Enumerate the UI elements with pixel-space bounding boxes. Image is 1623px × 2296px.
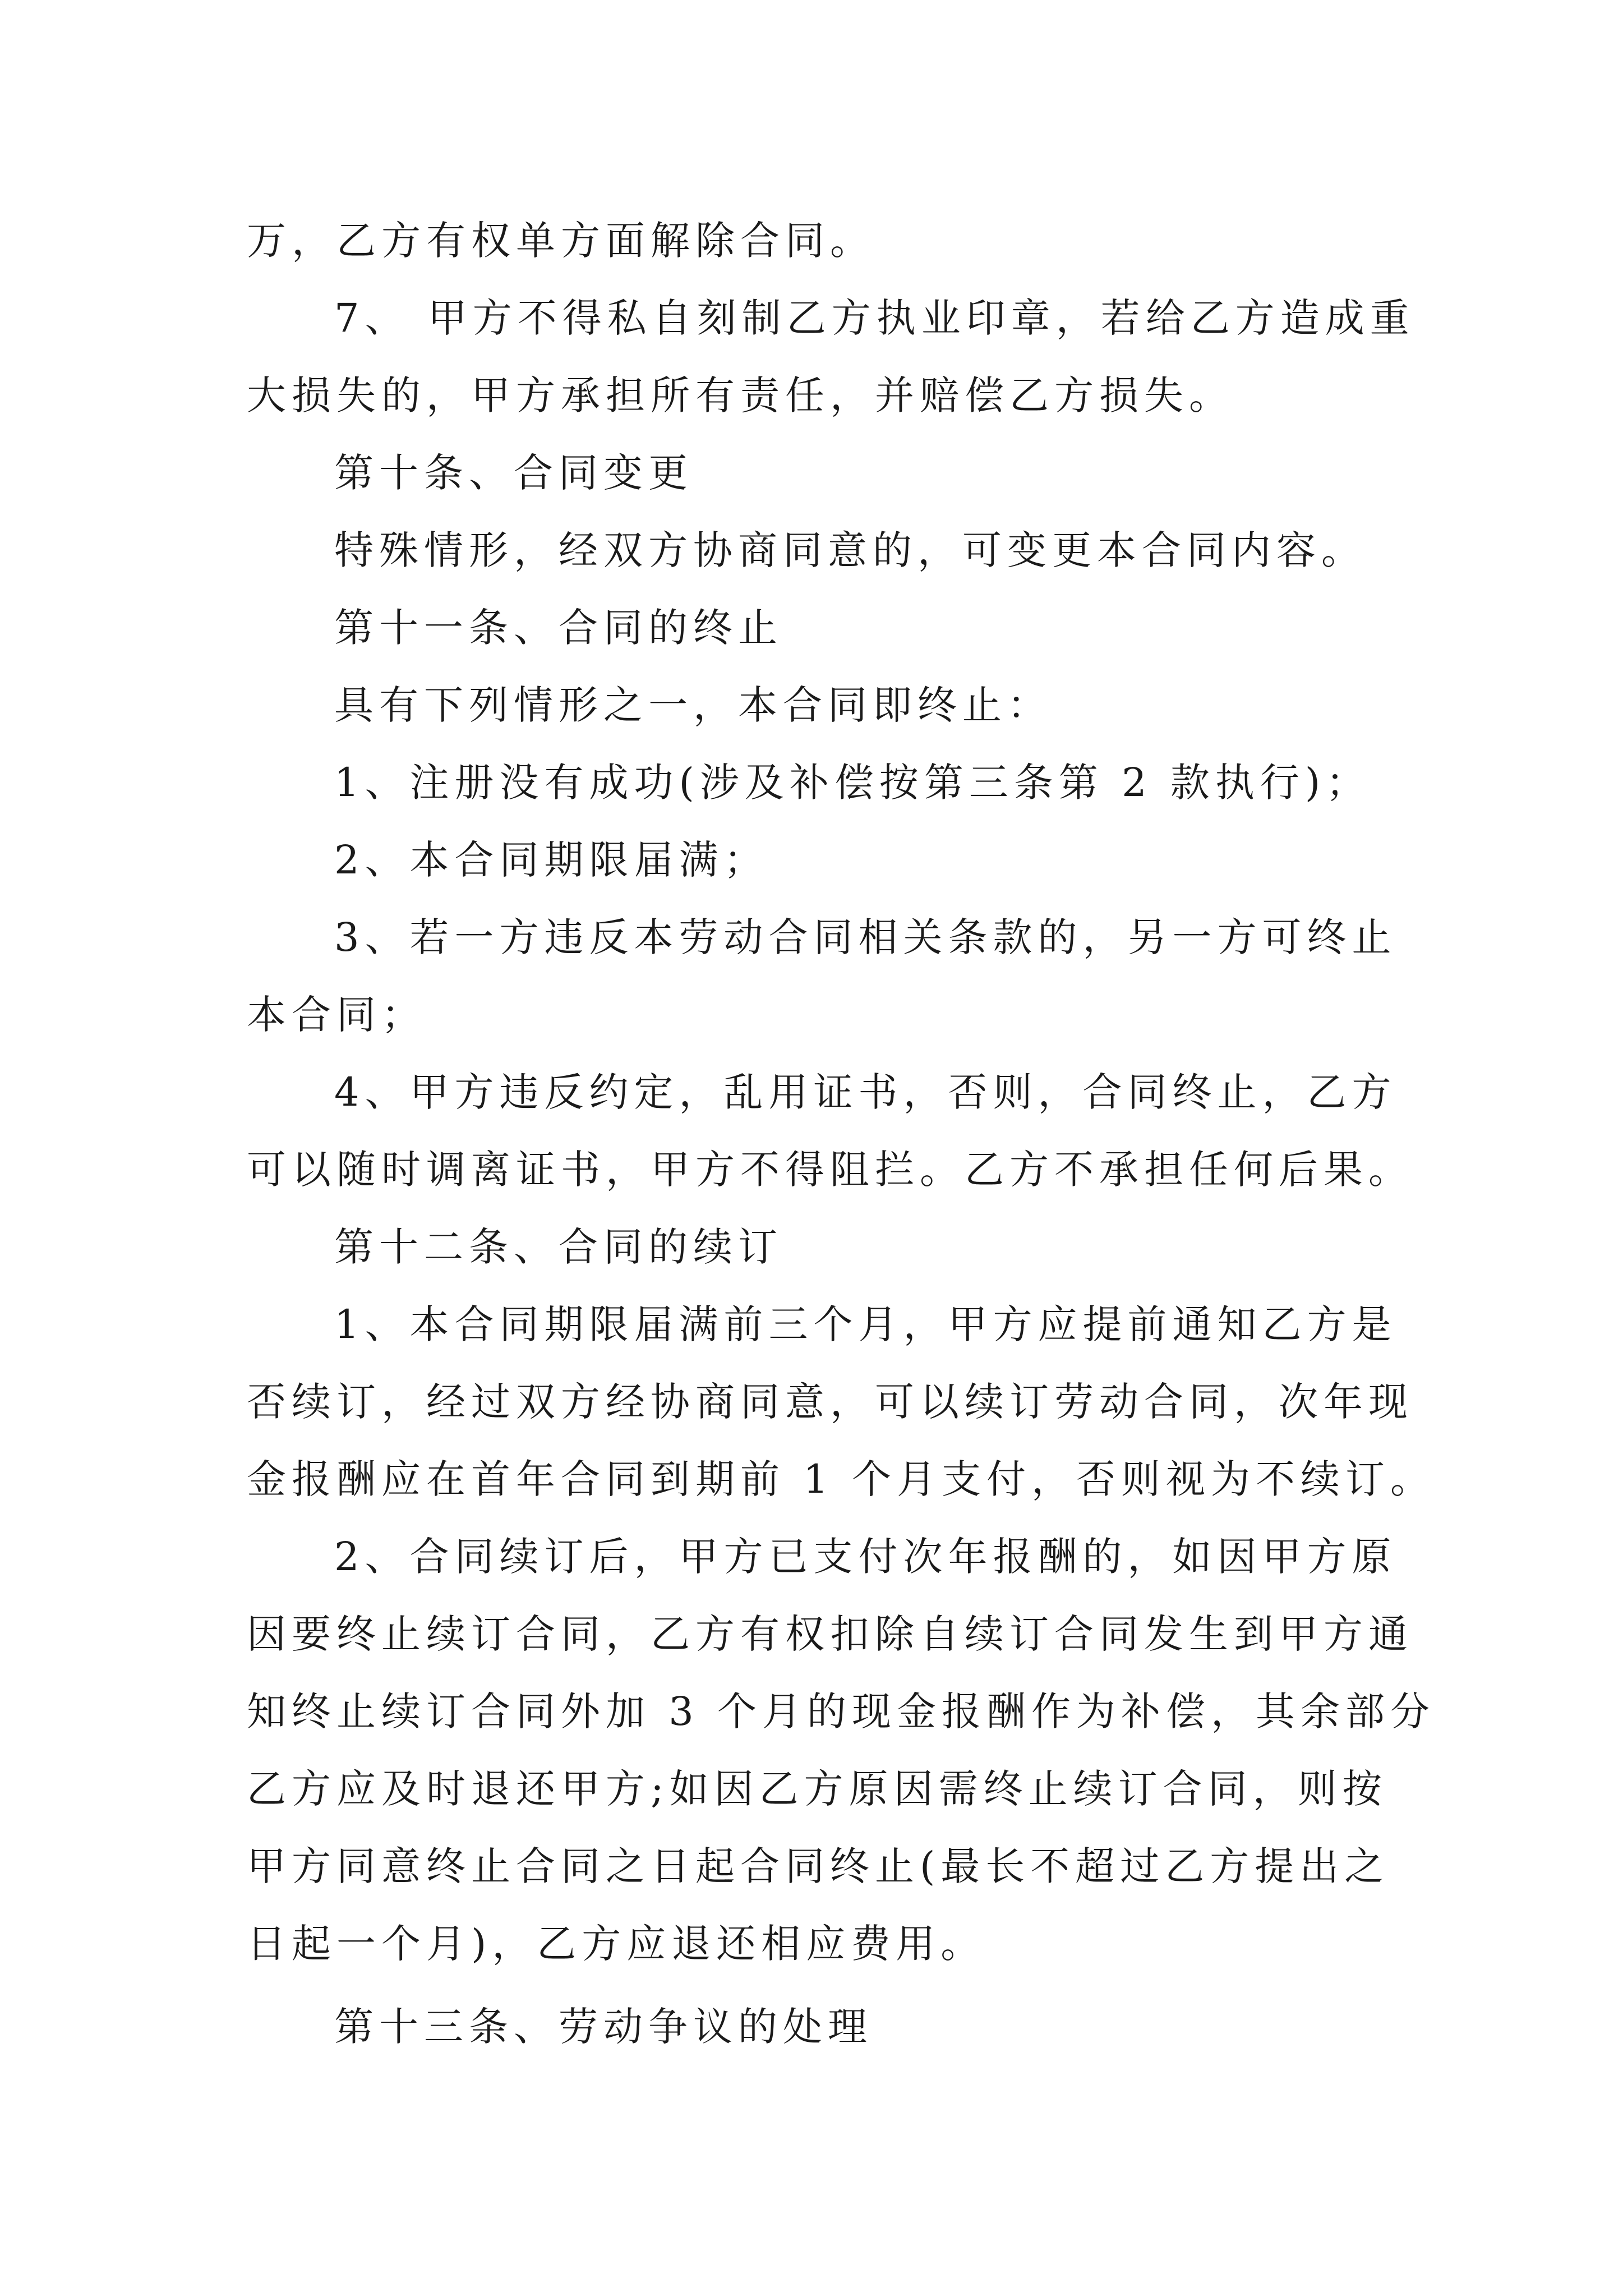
text-line: 乙方应及时退还甲方;如因乙方原因需终止续订合同，则按 xyxy=(247,1766,1387,1812)
clause-item-1: 1、本合同期限届满前三个月，甲方应提前通知乙方是 xyxy=(334,1301,1397,1347)
section-heading-12: 第十二条、合同的续订 xyxy=(334,1224,783,1270)
clause-item-2: 2、本合同期限届满； xyxy=(334,837,769,883)
text-line: 甲方同意终止合同之日起合同终止(最长不超过乙方提出之 xyxy=(247,1843,1390,1889)
clause-item-1: 1、注册没有成功(涉及补偿按第三条第 2 款执行)； xyxy=(334,760,1371,806)
text-line: 金报酬应在首年合同到期前 1 个月支付，否则视为不续订。 xyxy=(247,1456,1436,1502)
section-heading-11: 第十一条、合同的终止 xyxy=(334,605,783,651)
text-line: 万，乙方有权单方面解除合同。 xyxy=(247,218,875,264)
section-heading-10: 第十条、合同变更 xyxy=(334,450,693,496)
text-line: 因要终止续订合同，乙方有权扣除自续订合同发生到甲方通 xyxy=(247,1611,1413,1657)
text-line: 可以随时调离证书，甲方不得阻拦。乙方不承担任何后果。 xyxy=(247,1147,1413,1193)
text-line: 否续订，经过双方经协商同意，可以续订劳动合同，次年现 xyxy=(247,1379,1413,1425)
clause-item-7: 7、 甲方不得私自刻制乙方执业印章，若给乙方造成重 xyxy=(334,295,1415,341)
document-body xyxy=(247,202,1436,2065)
clause-item-2: 2、合同续订后，甲方已支付次年报酬的，如因甲方原 xyxy=(334,1534,1397,1580)
clause-item-3: 3、若一方违反本劳动合同相关条款的，另一方可终止 xyxy=(334,914,1397,960)
text-line: 大损失的，甲方承担所有责任，并赔偿乙方损失。 xyxy=(247,372,1234,418)
text-line: 本合同； xyxy=(247,992,426,1038)
text-line: 具有下列情形之一，本合同即终止： xyxy=(334,682,1052,728)
section-heading-13: 第十三条、劳动争议的处理 xyxy=(334,2004,873,2050)
clause-item-4: 4、甲方违反约定，乱用证书，否则，合同终止，乙方 xyxy=(334,1069,1397,1115)
text-line: 日起一个月)，乙方应退还相应费用。 xyxy=(247,1921,986,1967)
text-line: 特殊情形，经双方协商同意的，可变更本合同内容。 xyxy=(334,527,1366,573)
text-line: 知终止续订合同外加 3 个月的现金报酬作为补偿，其余部分 xyxy=(247,1688,1436,1734)
